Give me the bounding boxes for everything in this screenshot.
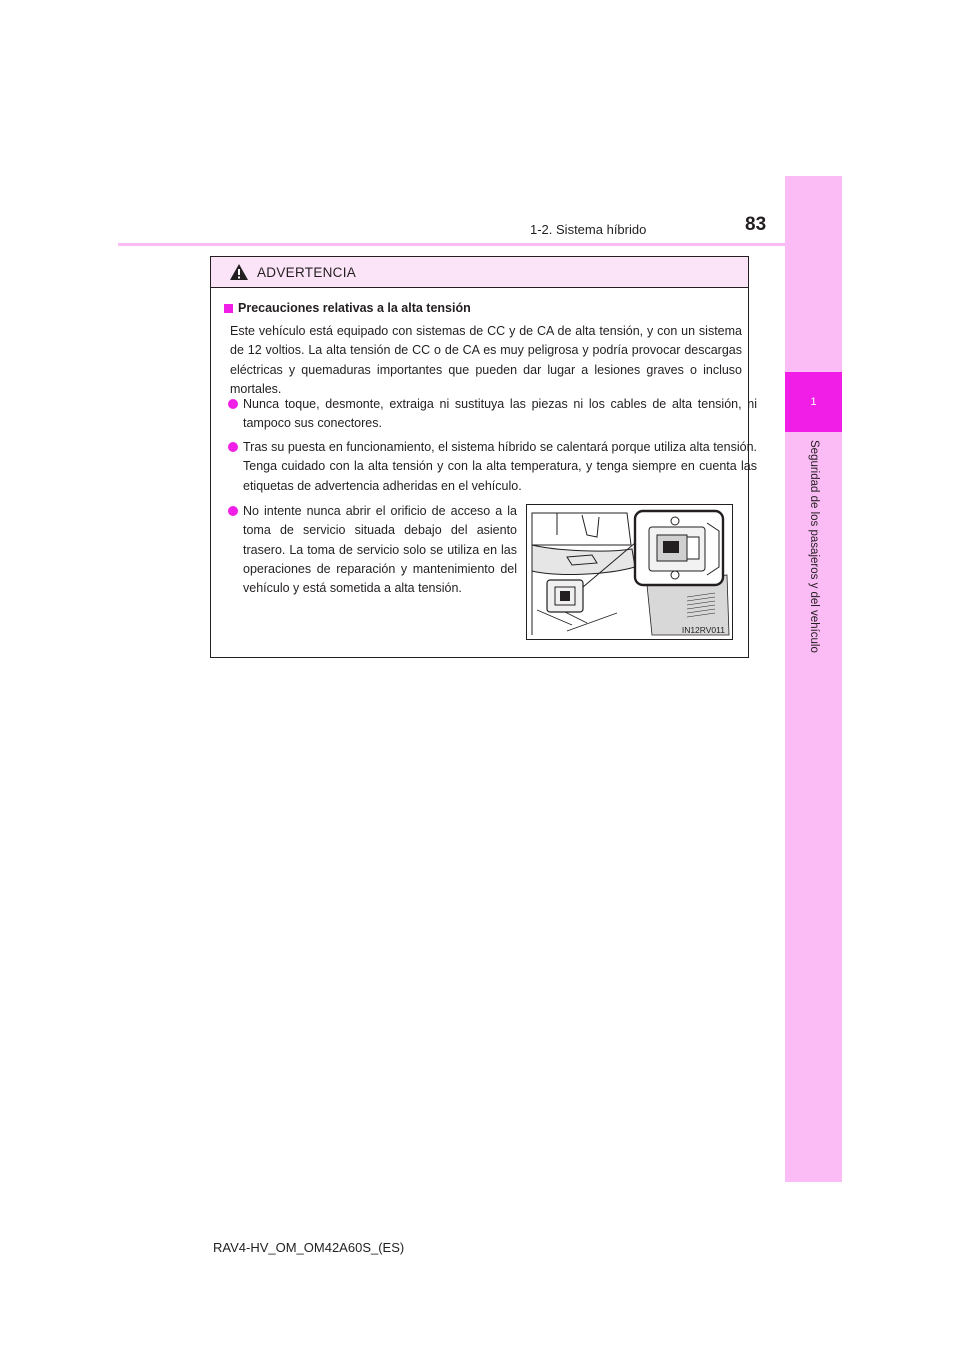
chapter-title: Seguridad de los pasajeros y del vehículo (808, 440, 820, 653)
header-rule (118, 243, 842, 246)
warning-header (211, 257, 748, 288)
chapter-number: 1 (785, 372, 842, 432)
figure-code: IN12RV011 (681, 625, 725, 635)
warning-subtitle: Precauciones relativas a la alta tensión (238, 301, 471, 315)
section-title: 1-2. Sistema híbrido (530, 222, 647, 237)
bullet-text: Tras su puesta en funcionamiento, el sistema híbrido se calentará porque utiliza alta tensión. Tenga cuidado con la alta tensión y con la alta temperatura, y tenga siempre en cuenta las etiquetas de advertencia adheridas en el vehículo. (243, 440, 757, 493)
circle-bullet-icon (228, 506, 238, 516)
warning-box (210, 256, 757, 658)
circle-bullet-icon (228, 399, 238, 409)
warning-heading: ADVERTENCIA (257, 264, 357, 280)
square-bullet-icon (224, 304, 233, 313)
bullet-item (228, 502, 517, 598)
bullet-item (228, 438, 757, 496)
page-number: 83 (745, 214, 767, 235)
circle-bullet-icon (228, 442, 238, 452)
warning-triangle-icon (229, 263, 249, 281)
service-plug-illustration (526, 504, 733, 640)
warning-intro: Este vehículo está equipado con sistemas de CC y de CA de alta tensión, y con un sistema de 12 voltios. La alta tensión de CC o de CA es muy peligrosa y podría provocar descargas eléctricas y quemaduras importantes que pueden dar lugar a lesiones graves o incluso mortales. (230, 324, 742, 396)
bullet-text: No intente nunca abrir el orificio de acceso a la toma de servicio situada debajo del asiento trasero. La toma de servicio solo se utiliza en las operaciones de reparación y mantenimiento del vehículo y está sometida a alta tensión. (243, 504, 517, 596)
warning-subtitle-row (224, 301, 471, 315)
bullet-item (228, 395, 757, 434)
rear-seat-illustration (527, 505, 732, 639)
document-id: RAV4-HV_OM_OM42A60S_(ES) (213, 1240, 405, 1255)
bullet-text: Nunca toque, desmonte, extraiga ni sustituya las piezas ni los cables de alta tensión, ni tampoco sus conectores. (243, 397, 757, 431)
